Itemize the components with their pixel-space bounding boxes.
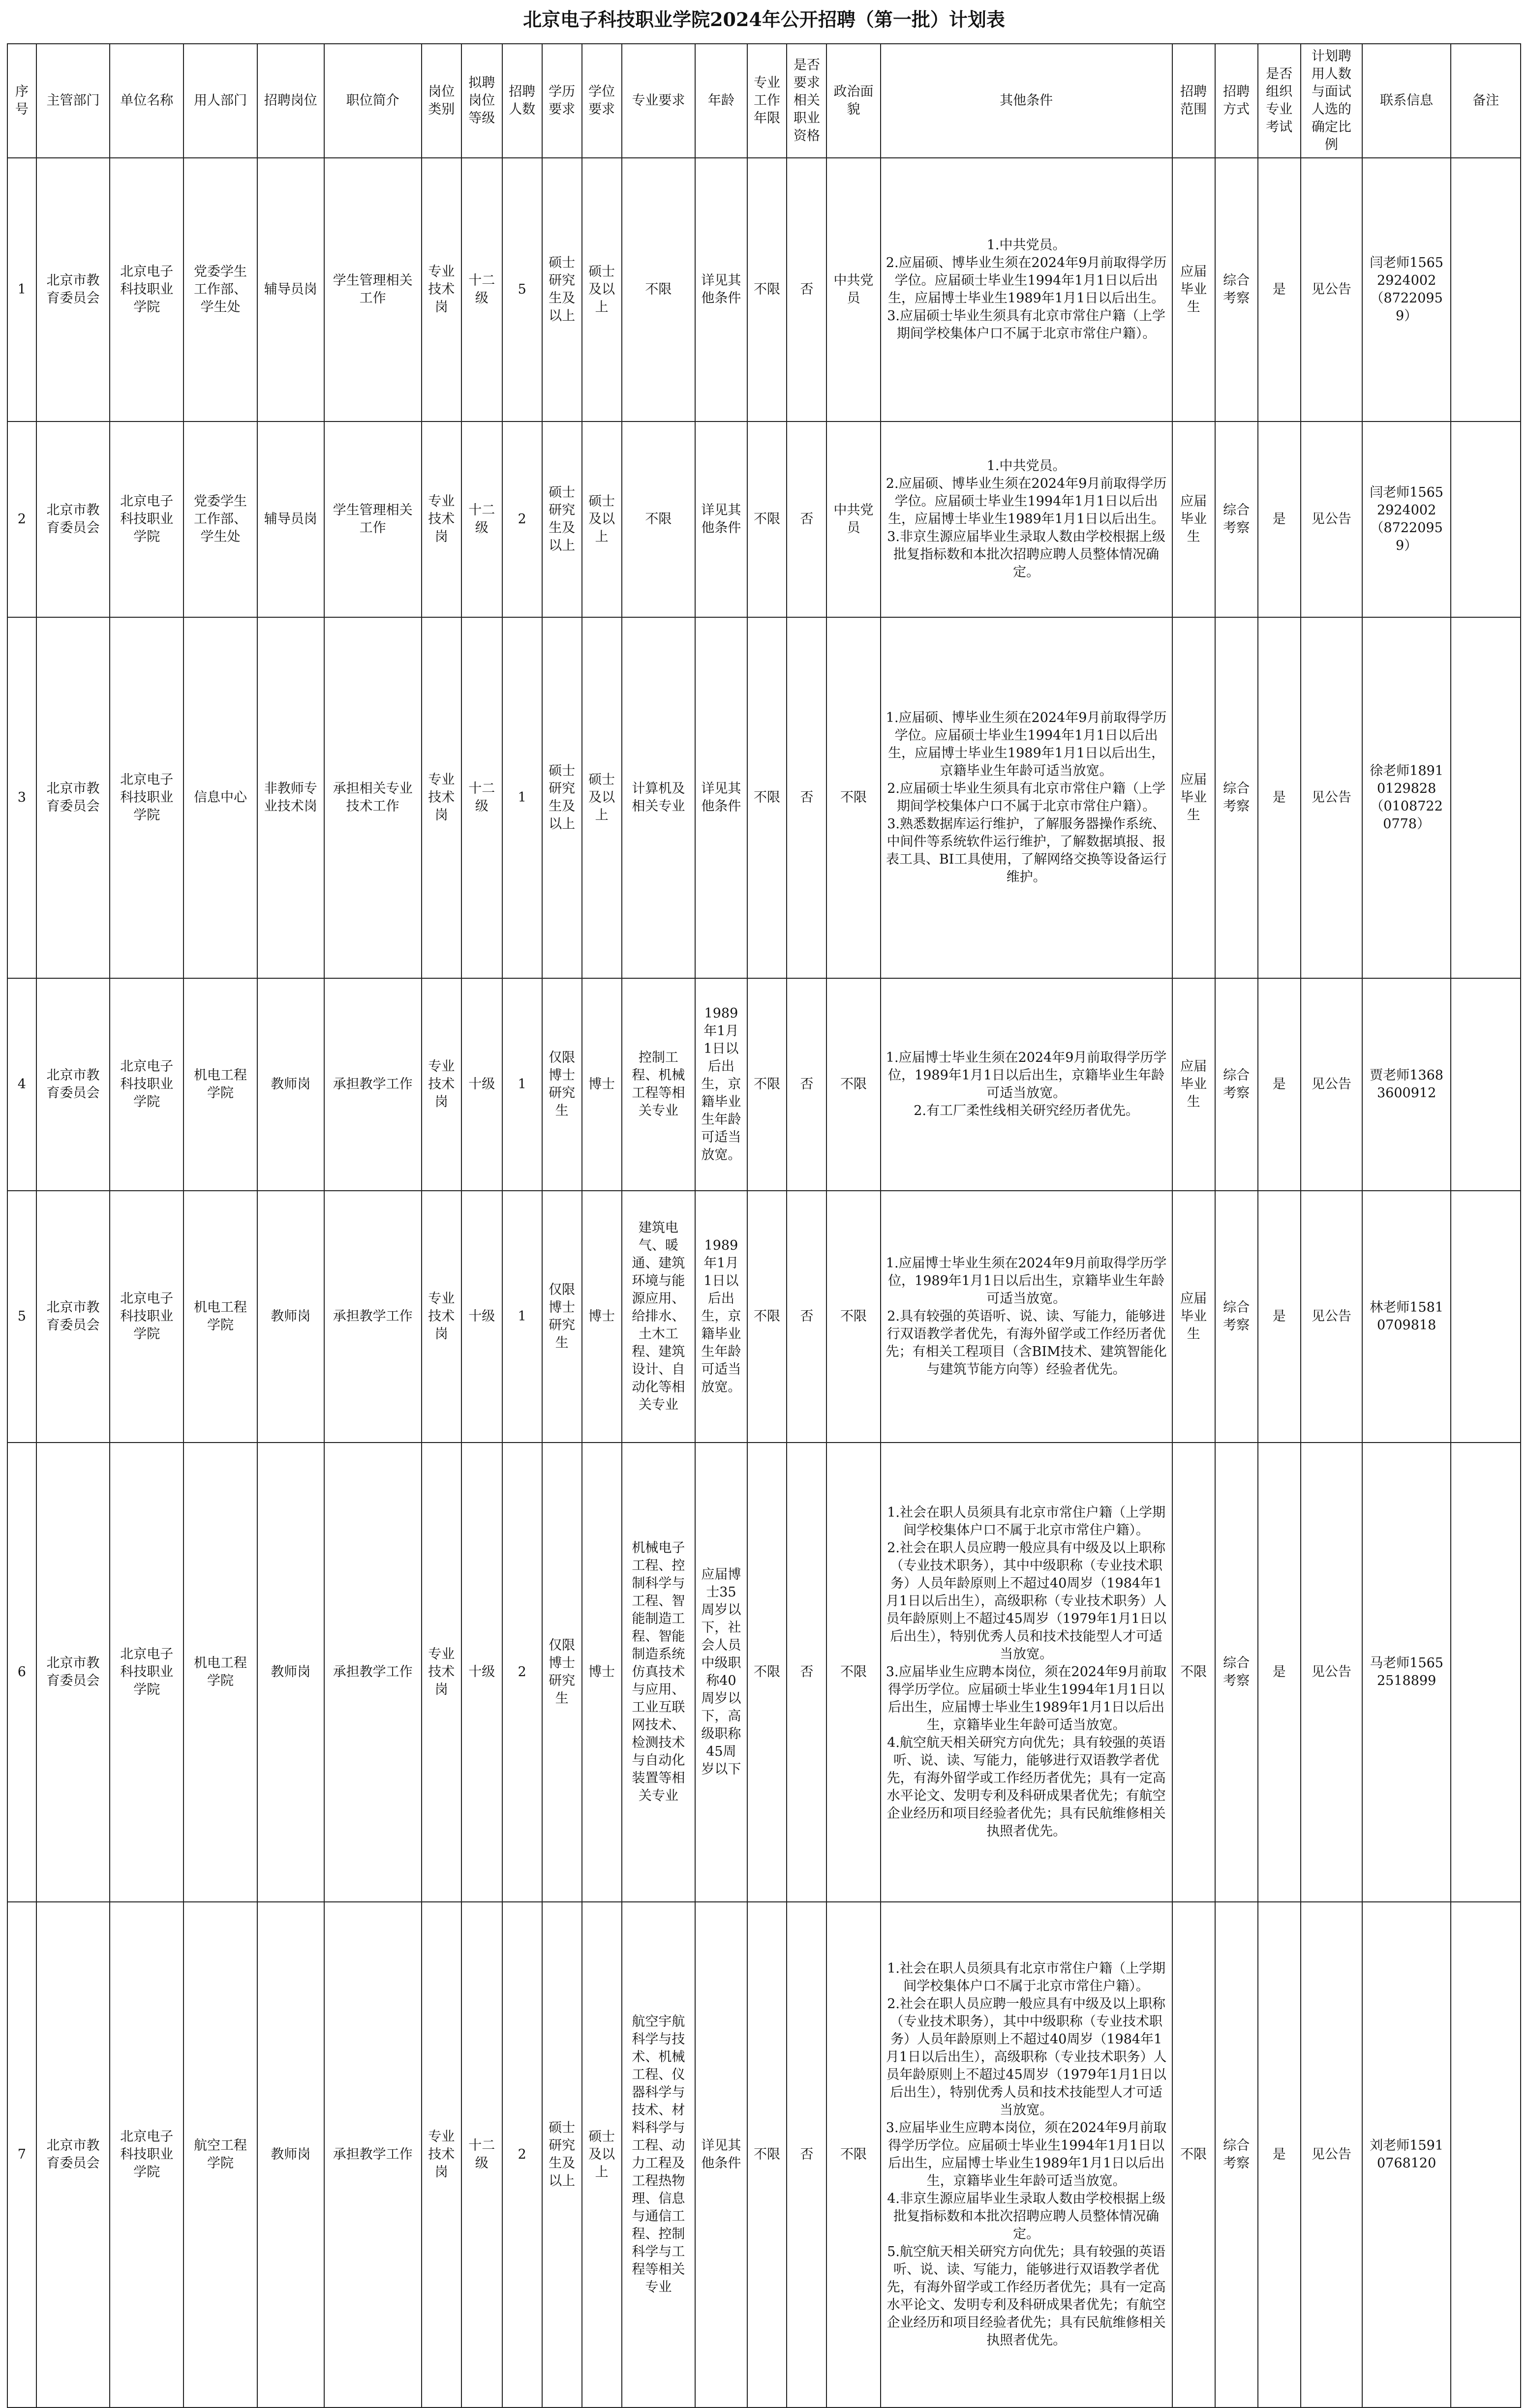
cell-recruit-method: 综合考察 (1215, 1902, 1258, 2408)
cell-employing-dept: 信息中心 (183, 617, 257, 978)
cell-work-years: 不限 (747, 1902, 787, 2408)
cell-qualification: 否 (787, 1902, 826, 2408)
cell-post-intro: 承担相关专业技术工作 (324, 617, 422, 978)
cell-other-conditions (881, 978, 1172, 1191)
cell-remark (1451, 617, 1521, 978)
cell-political-status: 不限 (826, 1191, 880, 1443)
cell-professional-exam: 是 (1258, 1191, 1301, 1443)
column-header: 岗位类别 (422, 44, 461, 158)
cell-recruit-method: 综合考察 (1215, 158, 1258, 421)
cell-post-intro: 学生管理相关工作 (324, 421, 422, 617)
cell-contact: 闫老师15652924002（87220959） (1362, 421, 1451, 617)
column-header: 年龄 (695, 44, 747, 158)
table-row (7, 1191, 1521, 1443)
recruitment-plan-table (7, 43, 1521, 2408)
cell-post-level: 十二级 (461, 421, 502, 617)
cell-employing-dept: 党委学生工作部、学生处 (183, 421, 257, 617)
cell-employing-dept: 党委学生工作部、学生处 (183, 158, 257, 421)
column-header: 招聘岗位 (257, 44, 324, 158)
cell-post-category: 专业技术岗 (422, 1191, 461, 1443)
cell-unit-name: 北京电子科技职业学院 (110, 1443, 183, 1902)
column-header: 学位要求 (582, 44, 622, 158)
cell-major: 控制工程、机械工程等相关专业 (622, 978, 696, 1191)
cell-serial-no: 2 (7, 421, 36, 617)
cell-education: 仅限博士研究生 (542, 1443, 582, 1902)
cell-post-intro: 承担教学工作 (324, 1902, 422, 2408)
cell-employing-dept: 机电工程学院 (183, 1191, 257, 1443)
cell-degree: 博士 (582, 1191, 622, 1443)
column-header: 学历要求 (542, 44, 582, 158)
cell-recruit-scope: 应届毕业生 (1172, 158, 1215, 421)
cell-major: 不限 (622, 158, 696, 421)
condition-item: 3.应届毕业生应聘本岗位，须在2024年9月前取得学历学位。应届硕士毕业生1994年1月1日以后出生，应届博士毕业生1989年1月1日以后出生，京籍毕业生年龄可适当放宽。 (886, 2120, 1167, 2189)
cell-contact: 贾老师13683600912 (1362, 978, 1451, 1191)
condition-item: 2.应届硕士毕业生须具有北京市常住户籍（上学期间学校集体户口不属于北京市常住户籍）。 (887, 781, 1165, 814)
cell-other-conditions (881, 1902, 1172, 2408)
cell-work-years: 不限 (747, 1191, 787, 1443)
cell-post-level: 十二级 (461, 1902, 502, 2408)
cell-remark (1451, 1902, 1521, 2408)
cell-education: 硕士研究生及以上 (542, 1902, 582, 2408)
condition-item: 2.应届硕、博毕业生须在2024年9月前取得学历学位。应届硕士毕业生1994年1月1日以后出生，应届博士毕业生1989年1月1日以后出生。 (886, 255, 1167, 306)
cell-supervising-dept: 北京市教育委员会 (36, 978, 110, 1191)
cell-serial-no: 6 (7, 1443, 36, 1902)
cell-interview-ratio: 见公告 (1301, 978, 1362, 1191)
cell-remark (1451, 978, 1521, 1191)
cell-unit-name: 北京电子科技职业学院 (110, 421, 183, 617)
condition-item: 4.非京生源应届毕业生录取人数由学校根据上级批复指标数和本批次招聘应聘人员整体情况确定。 (887, 2191, 1165, 2242)
cell-post-intro: 承担教学工作 (324, 1191, 422, 1443)
cell-political-status: 中共党员 (826, 158, 880, 421)
cell-age: 详见其他条件 (695, 421, 747, 617)
cell-age: 详见其他条件 (695, 1902, 747, 2408)
cell-degree: 硕士及以上 (582, 158, 622, 421)
condition-item: 1.应届博士毕业生须在2024年9月前取得学历学位，1989年1月1日以后出生，京籍毕业生年龄可适当放宽。 (886, 1050, 1167, 1101)
cell-recruit-scope: 应届毕业生 (1172, 617, 1215, 978)
cell-supervising-dept: 北京市教育委员会 (36, 617, 110, 978)
cell-degree: 硕士及以上 (582, 617, 622, 978)
cell-serial-no: 5 (7, 1191, 36, 1443)
cell-supervising-dept: 北京市教育委员会 (36, 158, 110, 421)
cell-recruit-method: 综合考察 (1215, 421, 1258, 617)
cell-post-level: 十级 (461, 1191, 502, 1443)
cell-unit-name: 北京电子科技职业学院 (110, 158, 183, 421)
cell-post: 教师岗 (257, 978, 324, 1191)
cell-unit-name: 北京电子科技职业学院 (110, 1191, 183, 1443)
table-row (7, 1902, 1521, 2408)
cell-age: 1989年1月1日以后出生，京籍毕业生年龄可适当放宽。 (695, 978, 747, 1191)
cell-interview-ratio: 见公告 (1301, 158, 1362, 421)
cell-work-years: 不限 (747, 978, 787, 1191)
column-header: 招聘人数 (502, 44, 542, 158)
column-header: 计划聘用人数与面试人选的确定比例 (1301, 44, 1362, 158)
cell-interview-ratio: 见公告 (1301, 1191, 1362, 1443)
cell-education: 硕士研究生及以上 (542, 158, 582, 421)
cell-education: 硕士研究生及以上 (542, 421, 582, 617)
cell-remark (1451, 158, 1521, 421)
cell-interview-ratio: 见公告 (1301, 617, 1362, 978)
cell-post: 教师岗 (257, 1443, 324, 1902)
cell-post-category: 专业技术岗 (422, 617, 461, 978)
cell-degree: 硕士及以上 (582, 421, 622, 617)
cell-major: 航空宇航科学与技术、机械工程、仪器科学与技术、材料科学与工程、动力工程及工程热物理、信息与通信工程、控制科学与工程等相关专业 (622, 1902, 696, 2408)
column-header: 专业要求 (622, 44, 696, 158)
column-header: 单位名称 (110, 44, 183, 158)
cell-headcount: 1 (502, 978, 542, 1191)
cell-supervising-dept: 北京市教育委员会 (36, 1191, 110, 1443)
cell-contact: 闫老师15652924002（87220959） (1362, 158, 1451, 421)
cell-unit-name: 北京电子科技职业学院 (110, 617, 183, 978)
cell-professional-exam: 是 (1258, 1902, 1301, 2408)
cell-professional-exam: 是 (1258, 421, 1301, 617)
cell-recruit-scope: 应届毕业生 (1172, 421, 1215, 617)
cell-unit-name: 北京电子科技职业学院 (110, 1902, 183, 2408)
column-header: 主管部门 (36, 44, 110, 158)
column-header: 联系信息 (1362, 44, 1451, 158)
cell-age: 1989年1月1日以后出生，京籍毕业生年龄可适当放宽。 (695, 1191, 747, 1443)
cell-other-conditions (881, 421, 1172, 617)
cell-education: 仅限博士研究生 (542, 1191, 582, 1443)
cell-serial-no: 4 (7, 978, 36, 1191)
cell-post: 辅导员岗 (257, 158, 324, 421)
cell-recruit-scope: 不限 (1172, 1902, 1215, 2408)
cell-work-years: 不限 (747, 421, 787, 617)
cell-age: 详见其他条件 (695, 617, 747, 978)
cell-post-category: 专业技术岗 (422, 421, 461, 617)
cell-post-level: 十二级 (461, 158, 502, 421)
condition-item: 2.具有较强的英语听、说、读、写能力，能够进行双语教学者优先，有海外留学或工作经历者优先；有相关工程项目（含BIM技术、建筑智能化与建筑节能方向等）经验者优先。 (886, 1309, 1167, 1377)
cell-recruit-scope: 应届毕业生 (1172, 1191, 1215, 1443)
cell-post-intro: 承担教学工作 (324, 978, 422, 1191)
column-header: 用人部门 (183, 44, 257, 158)
cell-interview-ratio: 见公告 (1301, 1902, 1362, 2408)
cell-degree: 博士 (582, 1443, 622, 1902)
cell-other-conditions (881, 617, 1172, 978)
condition-item: 3.应届毕业生应聘本岗位，须在2024年9月前取得学历学位。应届硕士毕业生1994年1月1日以后出生，应届博士毕业生1989年1月1日以后出生，京籍毕业生年龄可适当放宽。 (886, 1664, 1167, 1733)
column-header: 招聘方式 (1215, 44, 1258, 158)
cell-employing-dept: 航空工程学院 (183, 1902, 257, 2408)
cell-political-status: 不限 (826, 1902, 880, 2408)
condition-item: 2.社会在职人员应聘一般应具有中级及以上职称（专业技术职务），其中中级职称（专业技术职务）人员年龄原则上不超过40周岁（1984年1月1日以后出生），高级职称（专业技术职务）人员年龄原则上不超过45周岁（1979年1月1日以后出生），特别优秀人员和技术技能型人才可适当放宽。 (886, 1540, 1167, 1662)
cell-post-level: 十级 (461, 1443, 502, 1902)
condition-item: 2.应届硕、博毕业生须在2024年9月前取得学历学位。应届硕士毕业生1994年1月1日以后出生，应届博士毕业生1989年1月1日以后出生。 (886, 476, 1167, 527)
cell-other-conditions (881, 1443, 1172, 1902)
cell-qualification: 否 (787, 1191, 826, 1443)
condition-item: 1.社会在职人员须具有北京市常住户籍（上学期间学校集体户口不属于北京市常住户籍）。 (887, 1505, 1165, 1538)
cell-post-level: 十二级 (461, 617, 502, 978)
cell-post: 教师岗 (257, 1902, 324, 2408)
cell-remark (1451, 1191, 1521, 1443)
cell-supervising-dept: 北京市教育委员会 (36, 1443, 110, 1902)
condition-item: 2.社会在职人员应聘一般应具有中级及以上职称（专业技术职务），其中中级职称（专业技术职务）人员年龄原则上不超过40周岁（1984年1月1日以后出生），高级职称（专业技术职务）人员年龄原则上不超过45周岁（1979年1月1日以后出生），特别优秀人员和技术技能型人才可适当放宽。 (886, 1996, 1167, 2118)
condition-item: 5.航空航天相关研究方向优先；具有较强的英语听、说、读、写能力，能够进行双语教学者优先，有海外留学或工作经历者优先；具有一定高水平论文、发明专利及科研成果者优先；有航空企业经历和项目经验者优先；具有民航维修相关执照者优先。 (886, 2244, 1166, 2348)
cell-recruit-method: 综合考察 (1215, 978, 1258, 1191)
cell-contact: 刘老师15910768120 (1362, 1902, 1451, 2408)
cell-employing-dept: 机电工程学院 (183, 1443, 257, 1902)
condition-item: 3.非京生源应届毕业生录取人数由学校根据上级批复指标数和本批次招聘应聘人员整体情况确定。 (887, 529, 1165, 580)
cell-interview-ratio: 见公告 (1301, 421, 1362, 617)
cell-unit-name: 北京电子科技职业学院 (110, 978, 183, 1191)
column-header: 备注 (1451, 44, 1521, 158)
table-row (7, 158, 1521, 421)
cell-headcount: 2 (502, 1902, 542, 2408)
cell-professional-exam: 是 (1258, 1443, 1301, 1902)
cell-qualification: 否 (787, 421, 826, 617)
cell-contact: 马老师15652518899 (1362, 1443, 1451, 1902)
condition-item: 1.应届硕、博毕业生须在2024年9月前取得学历学位。应届硕士毕业生1994年1月1日以后出生，应届博士毕业生1989年1月1日以后出生，京籍毕业生年龄可适当放宽。 (886, 710, 1167, 779)
cell-political-status: 不限 (826, 617, 880, 978)
cell-remark (1451, 1443, 1521, 1902)
column-header: 政治面貌 (826, 44, 880, 158)
cell-headcount: 2 (502, 421, 542, 617)
document-title: 北京电子科技职业学院2024年公开招聘（第一批）计划表 (523, 8, 1005, 30)
column-header: 是否组织专业考试 (1258, 44, 1301, 158)
cell-education: 仅限博士研究生 (542, 978, 582, 1191)
cell-degree: 博士 (582, 978, 622, 1191)
cell-recruit-scope: 应届毕业生 (1172, 978, 1215, 1191)
cell-post-category: 专业技术岗 (422, 158, 461, 421)
cell-contact: 林老师15810709818 (1362, 1191, 1451, 1443)
cell-post: 非教师专业技术岗 (257, 617, 324, 978)
table-row (7, 978, 1521, 1191)
cell-work-years: 不限 (747, 617, 787, 978)
condition-item: 1.中共党员。 (986, 238, 1066, 253)
column-header: 拟聘岗位等级 (461, 44, 502, 158)
cell-serial-no: 3 (7, 617, 36, 978)
column-header: 其他条件 (881, 44, 1172, 158)
cell-work-years: 不限 (747, 1443, 787, 1902)
cell-supervising-dept: 北京市教育委员会 (36, 421, 110, 617)
table-row (7, 617, 1521, 978)
cell-political-status: 中共党员 (826, 421, 880, 617)
cell-age: 详见其他条件 (695, 158, 747, 421)
condition-item: 1.社会在职人员须具有北京市常住户籍（上学期间学校集体户口不属于北京市常住户籍）。 (887, 1961, 1165, 1994)
cell-qualification: 否 (787, 158, 826, 421)
cell-post-category: 专业技术岗 (422, 1443, 461, 1902)
column-header: 招聘范围 (1172, 44, 1215, 158)
column-header: 是否要求相关职业资格 (787, 44, 826, 158)
condition-item: 1.应届博士毕业生须在2024年9月前取得学历学位，1989年1月1日以后出生，京籍毕业生年龄可适当放宽。 (886, 1256, 1167, 1306)
cell-post: 辅导员岗 (257, 421, 324, 617)
cell-supervising-dept: 北京市教育委员会 (36, 1902, 110, 2408)
table-row (7, 421, 1521, 617)
cell-post-level: 十级 (461, 978, 502, 1191)
cell-interview-ratio: 见公告 (1301, 1443, 1362, 1902)
cell-political-status: 不限 (826, 1443, 880, 1902)
cell-serial-no: 1 (7, 158, 36, 421)
cell-major: 建筑电气、暖通、建筑环境与能源应用、给排水、土木工程、建筑设计、自动化等相关专业 (622, 1191, 696, 1443)
cell-professional-exam: 是 (1258, 617, 1301, 978)
cell-recruit-scope: 不限 (1172, 1443, 1215, 1902)
cell-age: 应届博士35周岁以下，社会人员中级职称40周岁以下，高级职称45周岁以下 (695, 1443, 747, 1902)
condition-item: 4.航空航天相关研究方向优先；具有较强的英语听、说、读、写能力，能够进行双语教学者优先，有海外留学或工作经历者优先；具有一定高水平论文、发明专利及科研成果者优先；有航空企业经历和项目经验者优先；具有民航维修相关执照者优先。 (886, 1735, 1166, 1839)
cell-education: 硕士研究生及以上 (542, 617, 582, 978)
cell-political-status: 不限 (826, 978, 880, 1191)
column-header: 序号 (7, 44, 36, 158)
cell-headcount: 1 (502, 1191, 542, 1443)
cell-professional-exam: 是 (1258, 158, 1301, 421)
cell-post-intro: 承担教学工作 (324, 1443, 422, 1902)
cell-contact: 徐老师18910129828（01087220778） (1362, 617, 1451, 978)
condition-item: 3.应届硕士毕业生须具有北京市常住户籍（上学期间学校集体户口不属于北京市常住户籍）。 (887, 308, 1165, 341)
cell-remark (1451, 421, 1521, 617)
column-header: 职位简介 (324, 44, 422, 158)
cell-work-years: 不限 (747, 158, 787, 421)
cell-employing-dept: 机电工程学院 (183, 978, 257, 1191)
cell-post-category: 专业技术岗 (422, 1902, 461, 2408)
cell-recruit-method: 综合考察 (1215, 1443, 1258, 1902)
cell-qualification: 否 (787, 1443, 826, 1902)
condition-item: 3.熟悉数据库运行维护，了解服务器操作系统、中间件等系统软件运行维护，了解数据填报、报表工具、BI工具使用，了解网络交换等设备运行维护。 (886, 816, 1167, 885)
condition-item: 2.有工厂柔性线相关研究经历者优先。 (914, 1103, 1139, 1118)
cell-major: 计算机及相关专业 (622, 617, 696, 978)
cell-qualification: 否 (787, 978, 826, 1191)
cell-professional-exam: 是 (1258, 978, 1301, 1191)
cell-major: 机械电子工程、控制科学与工程、智能制造工程、智能制造系统仿真技术与应用、工业互联网技术、检测技术与自动化装置等相关专业 (622, 1443, 696, 1902)
cell-post-intro: 学生管理相关工作 (324, 158, 422, 421)
table-header-row (7, 44, 1521, 158)
cell-headcount: 2 (502, 1443, 542, 1902)
cell-other-conditions (881, 1191, 1172, 1443)
cell-recruit-method: 综合考察 (1215, 1191, 1258, 1443)
column-header: 专业工作年限 (747, 44, 787, 158)
cell-recruit-method: 综合考察 (1215, 617, 1258, 978)
cell-headcount: 1 (502, 617, 542, 978)
condition-item: 1.中共党员。 (986, 458, 1066, 474)
cell-other-conditions (881, 158, 1172, 421)
table-row (7, 1443, 1521, 1902)
cell-degree: 硕士及以上 (582, 1902, 622, 2408)
cell-qualification: 否 (787, 617, 826, 978)
cell-serial-no: 7 (7, 1902, 36, 2408)
cell-major: 不限 (622, 421, 696, 617)
cell-post-category: 专业技术岗 (422, 978, 461, 1191)
cell-post: 教师岗 (257, 1191, 324, 1443)
cell-headcount: 5 (502, 158, 542, 421)
